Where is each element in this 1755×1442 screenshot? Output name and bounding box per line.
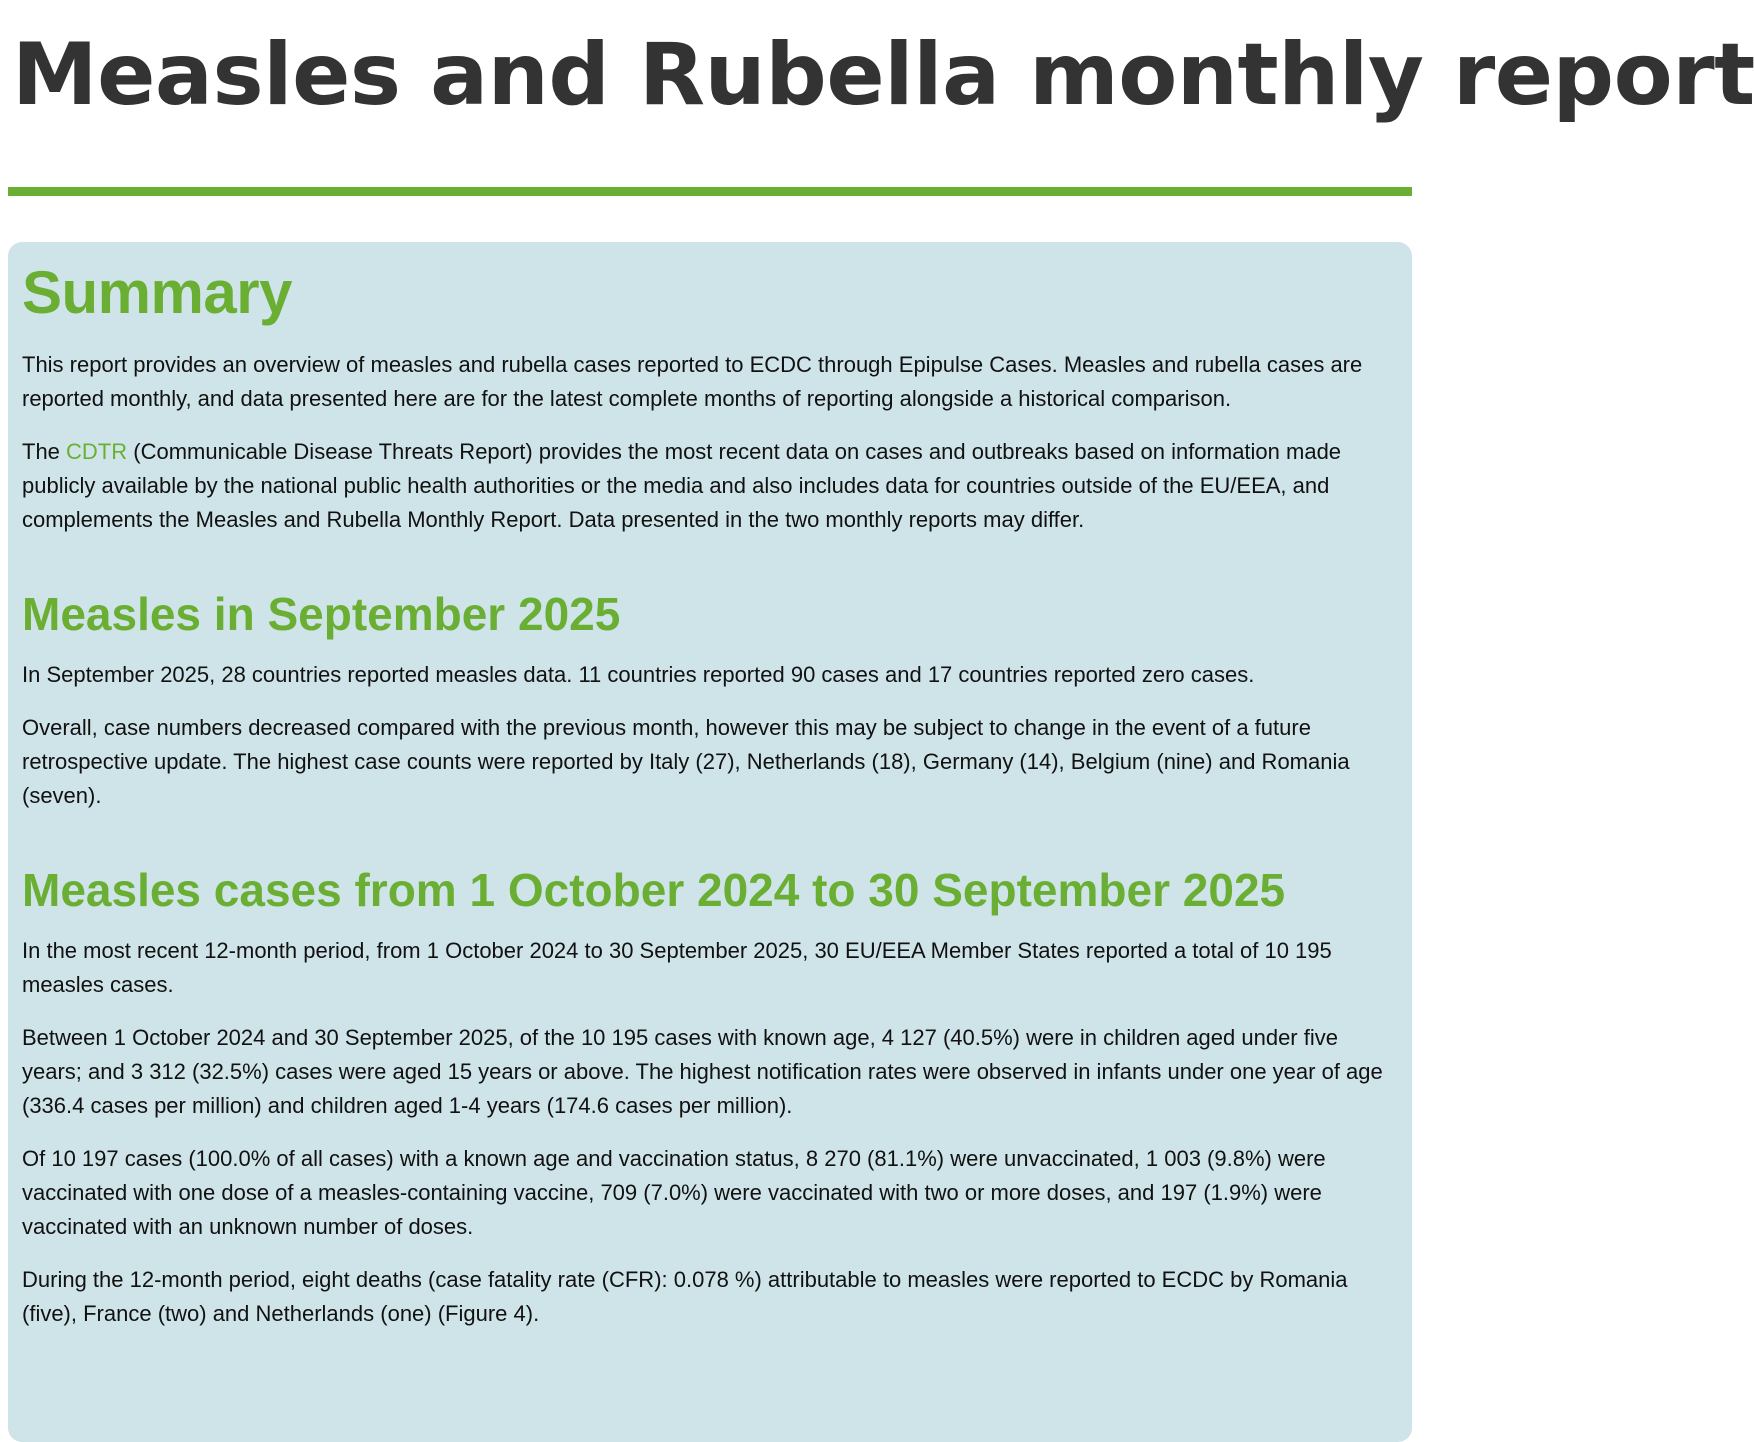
period-paragraph-2: Between 1 October 2024 and 30 September 2025, of the 10 195 cases with known age, 4 127 (40.5%) were in children aged under five years; and 3 312 (32.5%) cases were aged 15 years or above. The highest notification rates were observed in infants under one year of age (336.4 cases per million) and children aged 1-4 years (174.6 cases per million).	[22, 1025, 1383, 1118]
period-paragraph-4: During the 12-month period, eight deaths (case fatality rate (CFR): 0.078 %) attributable to measles were reported to ECDC by Romania (five), France (two) and Netherlands (one) (Figure 4).	[22, 1267, 1348, 1326]
month-paragraph-2: Overall, case numbers decreased compared with the previous month, however this may be subject to change in the event of a future retrospective update. The highest case counts were reported by Italy (27), Netherlands (18), Germany (14), Belgium (nine) and Romania (seven).	[22, 715, 1350, 808]
month-section-heading: Measles in September 2025	[22, 588, 621, 640]
period-section-heading: Measles cases from 1 October 2024 to 30 September 2025	[22, 864, 1286, 916]
summary-paragraph-1: This report provides an overview of measles and rubella cases reported to ECDC through Epipulse Cases. Measles and rubella cases are reported monthly, and data presented here are for the latest complete months of reporting alongside a historical comparison.	[22, 352, 1363, 411]
month-paragraph-1: In September 2025, 28 countries reported measles data. 11 countries reported 90 cases and 17 countries reported zero cases.	[22, 662, 1255, 687]
title-divider	[8, 187, 1412, 196]
period-paragraph-3: Of 10 197 cases (100.0% of all cases) with a known age and vaccination status, 8 270 (81.1%) were unvaccinated, 1 003 (9.8%) were vaccinated with one dose of a measles-containing vaccine, 709 (7.0%) were vaccinated with two or more doses, and 197 (1.9%) were vaccinated with an unknown number of doses.	[22, 1146, 1326, 1239]
summary-paragraph-2	[22, 435, 1398, 537]
period-paragraph-1: In the most recent 12-month period, from 1 October 2024 to 30 September 2025, 30 EU/EEA Member States reported a total of 10 195 measles cases.	[22, 938, 1332, 997]
summary-panel	[8, 242, 1412, 1442]
summary-p2-rest: (Communicable Disease Threats Report) provides the most recent data on cases and outbreaks based on information made publicly available by the national public health authorities or the media and also includes data for countries outside of the EU/EEA, and complements the Measles and Rubella Monthly Report. Data presented in the two monthly reports may differ.	[22, 439, 1342, 532]
summary-heading: Summary	[22, 259, 292, 326]
report-title: Measles and Rubella monthly report	[12, 25, 1755, 125]
cdtr-link[interactable]: CDTR	[66, 439, 128, 464]
summary-p2-lead: The	[22, 439, 67, 464]
